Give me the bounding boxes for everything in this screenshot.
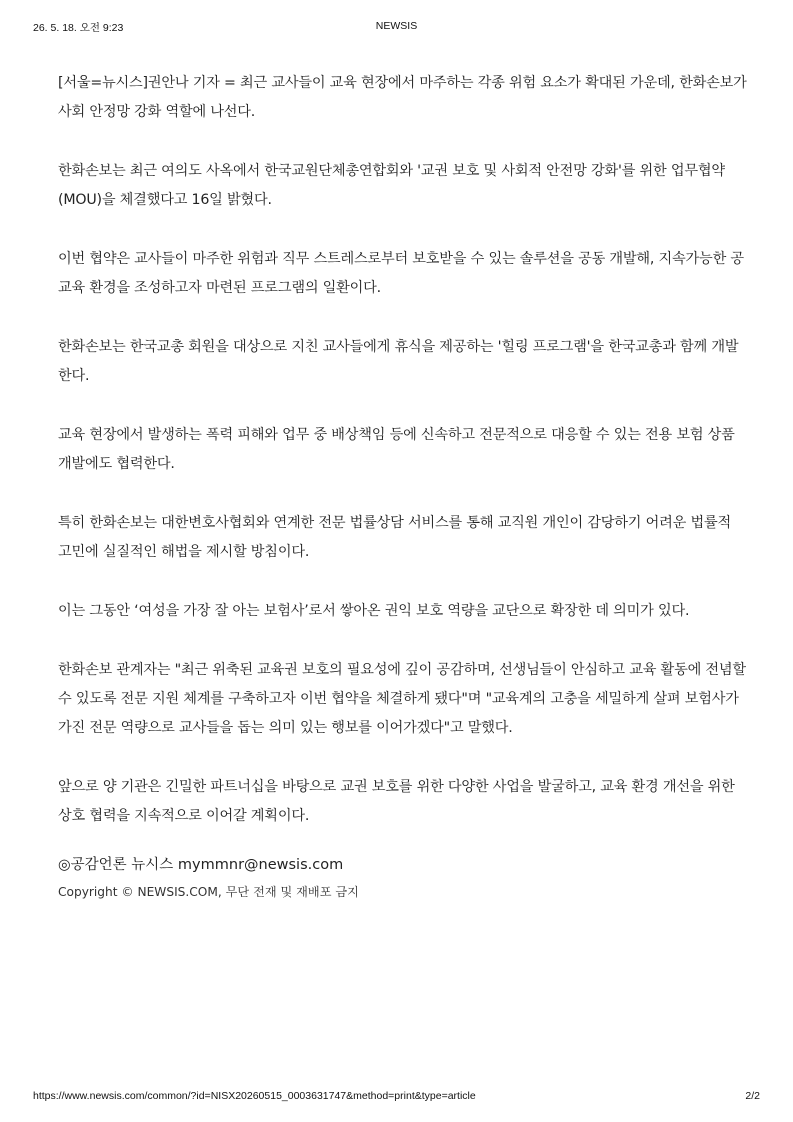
article-paragraph: [서울=뉴시스]권안나 기자 = 최근 교사들이 교육 현장에서 마주하는 각종 위험 요소가 확대된 가운데, 한화손보가 사회 안정망 강화 역할에 나선다. <box>58 75 747 120</box>
page-url: https://www.newsis.com/common/?id=NISX20260515_0003631747&method=print&type=article <box>33 1090 476 1102</box>
article-paragraph: 교육 현장에서 발생하는 폭력 피해와 업무 중 배상책임 등에 신속하고 전문적으로 대응할 수 있는 전용 보험 상품 개발에도 협력한다. <box>58 427 735 472</box>
print-footer <box>33 1090 760 1104</box>
article-paragraph: 한화손보는 최근 여의도 사옥에서 한국교원단체총연합회와 '교권 보호 및 사회적 안전망 강화'를 위한 업무협약(MOU)을 체결했다고 16일 밝혔다. <box>58 163 725 208</box>
site-name: NEWSIS <box>375 20 418 32</box>
print-date: 26. 5. 18. 오전 9:23 <box>33 22 124 34</box>
article-paragraph: 한화손보 관계자는 "최근 위축된 교육권 보호의 필요성에 깊이 공감하며, 선생님들이 안심하고 교육 활동에 전념할 수 있도록 전문 지원 체계를 구축하고자 이번 협약을 체결하게 됐다"며 "교육계의 고충을 세밀하게 살펴 보험사가 가진 전문 역량으로 교사들을 돕는 의미 있는 행보를 이어가겠다"고 말했다. <box>58 662 746 736</box>
article-paragraph: 특히 한화손보는 대한변호사협회와 연계한 전문 법률상담 서비스를 통해 교직원 개인이 감당하기 어려운 법률적 고민에 실질적인 해법을 제시할 방침이다. <box>58 515 731 560</box>
article-paragraph: 앞으로 양 기관은 긴밀한 파트너십을 바탕으로 교권 보호를 위한 다양한 사업을 발굴하고, 교육 환경 개선을 위한 상호 협력을 지속적으로 이어갈 계획이다. <box>58 779 735 824</box>
print-header <box>33 20 760 34</box>
byline: ◎공감언론 뉴시스 mymmnr@newsis.com <box>58 857 344 873</box>
copyright-notice: Copyright © NEWSIS.COM, 무단 전재 및 재배포 금지 <box>58 885 359 899</box>
article-body <box>58 69 748 861</box>
article-paragraph: 이번 협약은 교사들이 마주한 위험과 직무 스트레스로부터 보호받을 수 있는 솔루션을 공동 개발해, 지속가능한 공교육 환경을 조성하고자 마련된 프로그램의 일환이다. <box>58 251 744 296</box>
article-paragraph: 이는 그동안 ‘여성을 가장 잘 아는 보험사’로서 쌓아온 권익 보호 역량을 교단으로 확장한 데 의미가 있다. <box>58 603 690 619</box>
page-number: 2/2 <box>745 1090 760 1102</box>
article-paragraph: 한화손보는 한국교총 회원을 대상으로 지친 교사들에게 휴식을 제공하는 '힐링 프로그램'을 한국교총과 함께 개발한다. <box>58 339 739 384</box>
